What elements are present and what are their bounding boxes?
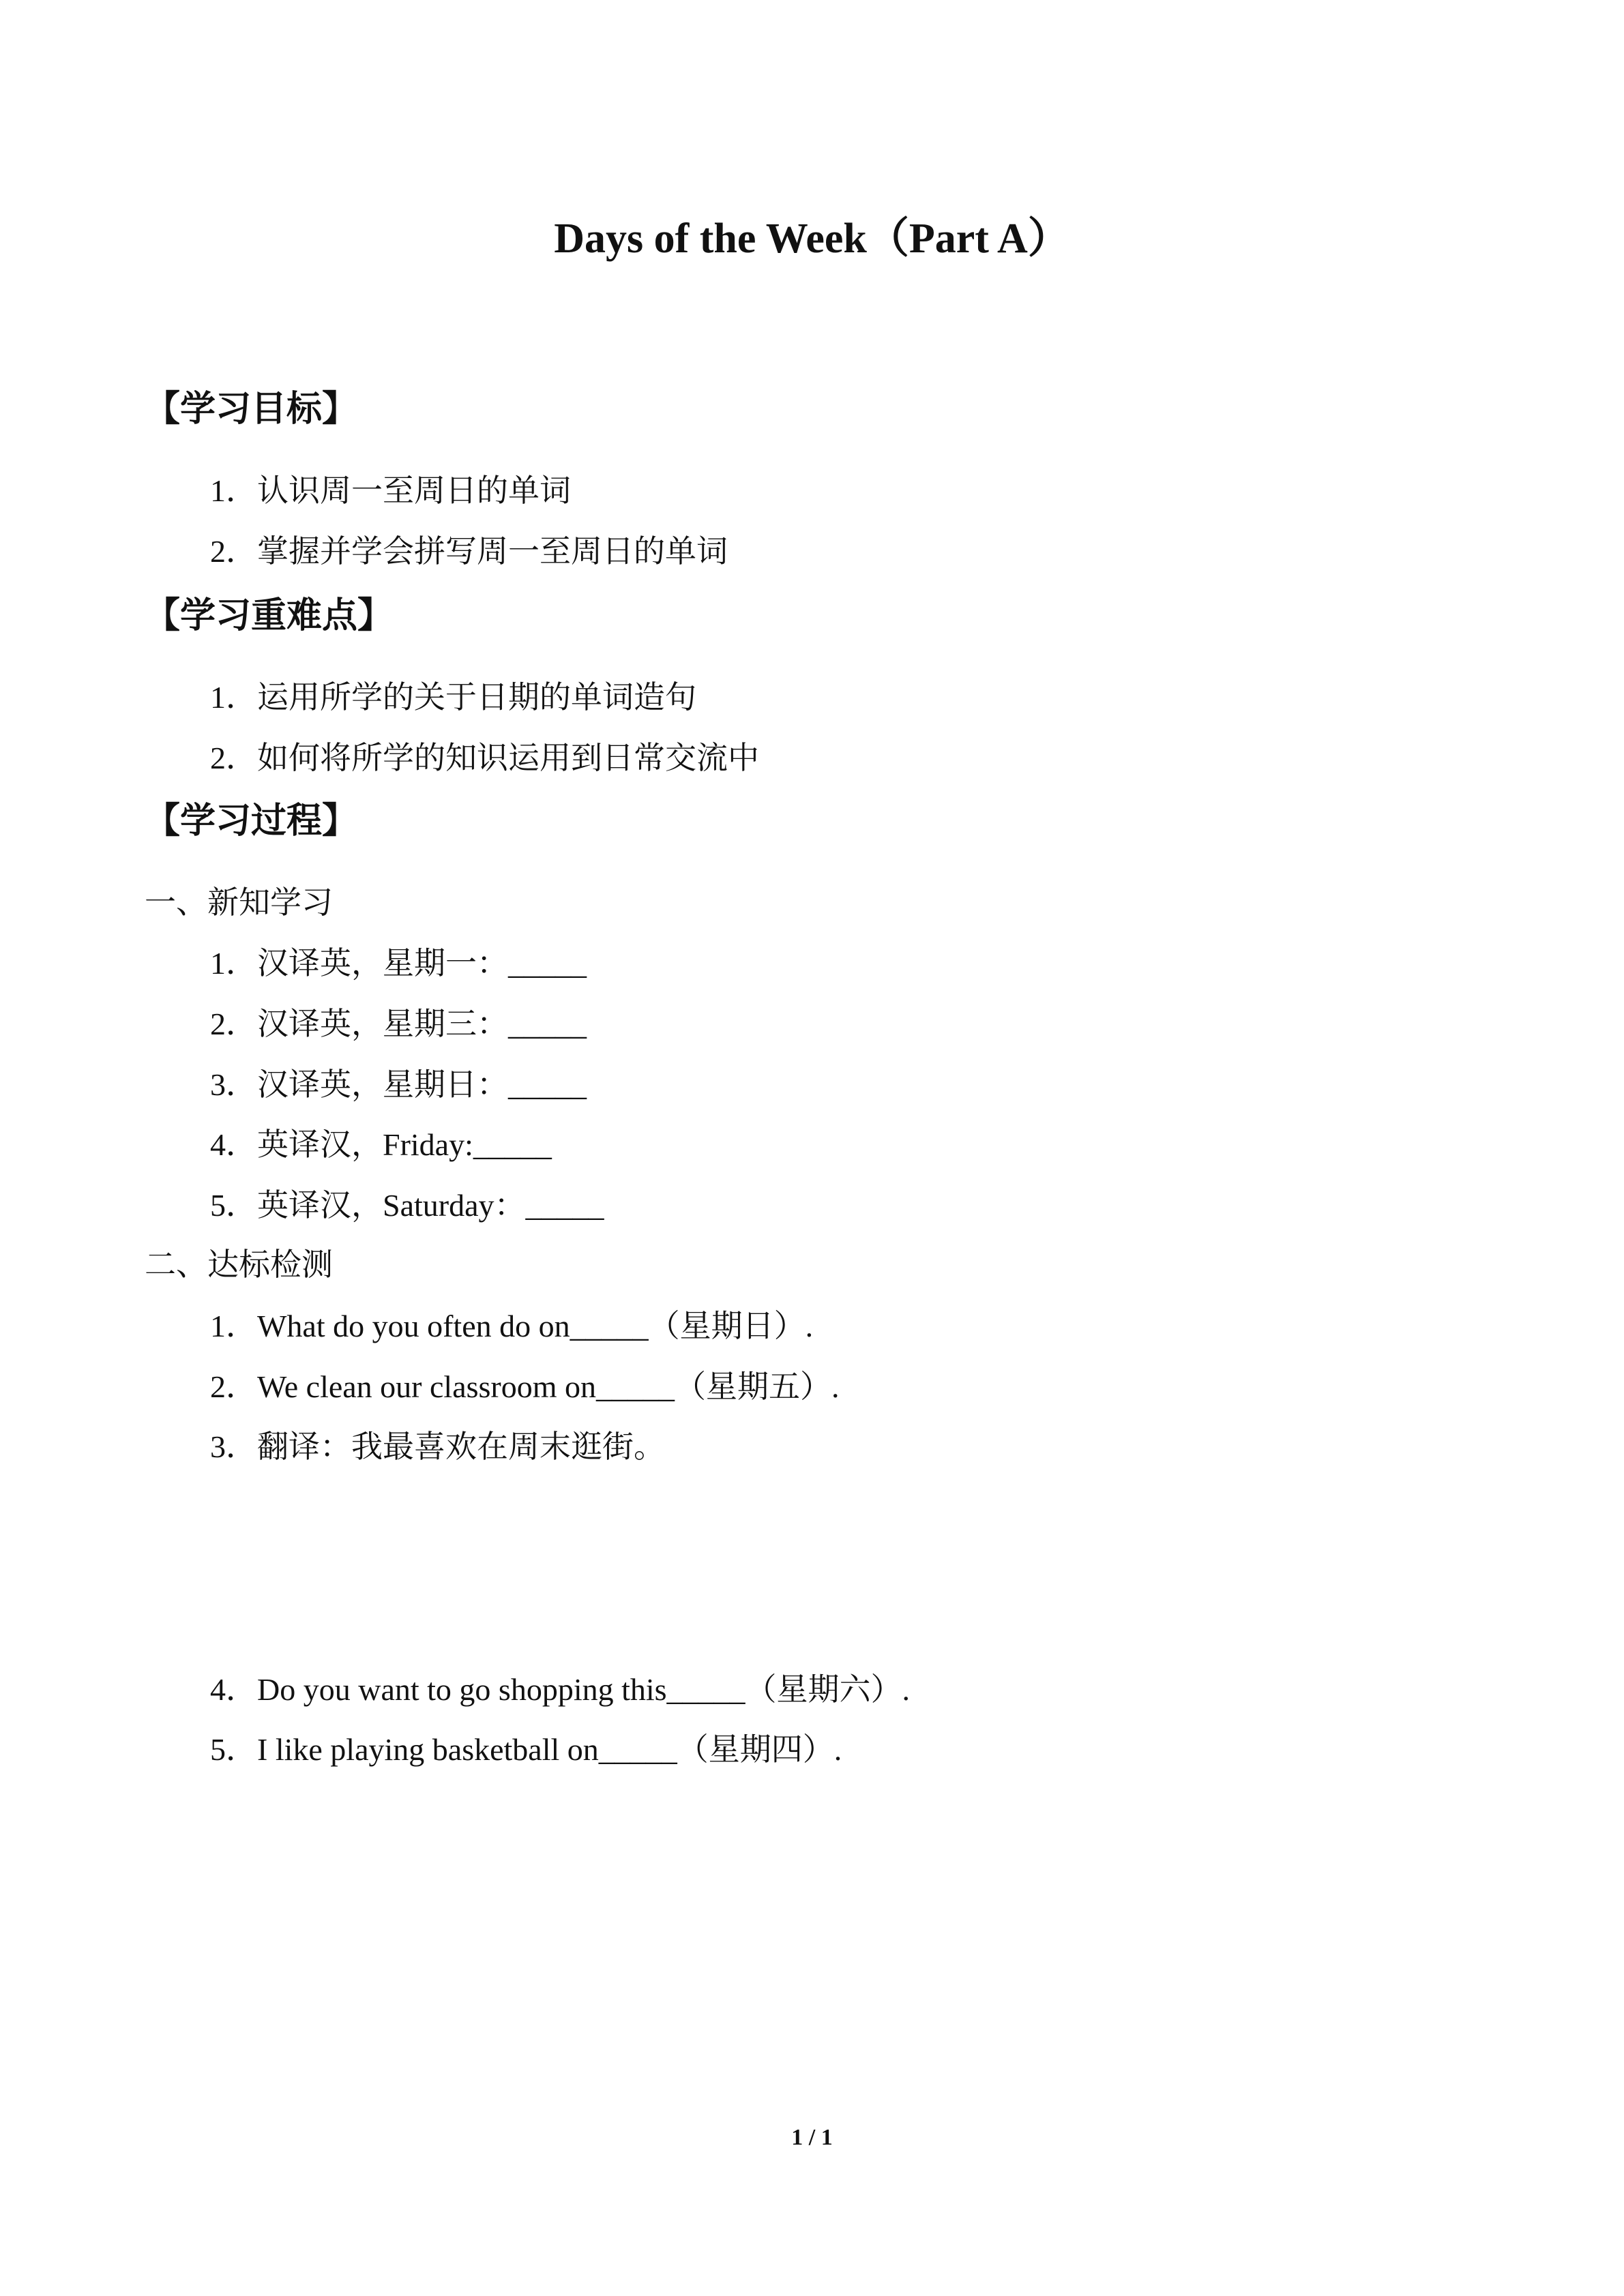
assessment-item-2	[210, 1365, 840, 1410]
item-text: 英译汉，Friday:_____	[257, 1127, 552, 1162]
item-number: 4．	[210, 1672, 257, 1707]
item-number: 1．	[210, 680, 257, 715]
item-number: 5．	[210, 1188, 257, 1223]
item-text: What do you often do on_____（星期日）.	[257, 1309, 814, 1343]
item-number: 2．	[210, 534, 257, 569]
item-number: 5．	[210, 1732, 257, 1767]
item-text: 翻译：我最喜欢在周末逛街。	[257, 1429, 665, 1464]
item-number: 2．	[210, 741, 257, 775]
objective-item-2	[210, 529, 728, 574]
item-text: I like playing basketball on_____（星期四）.	[257, 1732, 842, 1767]
objectives-heading: 【学习目标】	[145, 390, 358, 429]
assessment-item-5	[210, 1727, 842, 1772]
assessment-heading: 二、达标检测	[145, 1247, 333, 1282]
item-text: 汉译英，星期日：_____	[257, 1067, 587, 1102]
item-number: 3．	[210, 1429, 257, 1464]
new-knowledge-item-1	[210, 941, 587, 986]
item-number: 1．	[210, 473, 257, 508]
assessment-item-1	[210, 1304, 813, 1349]
key-point-item-1	[210, 675, 696, 720]
item-text: 运用所学的关于日期的单词造句	[257, 680, 696, 715]
page-number: 1 / 1	[791, 2125, 833, 2150]
new-knowledge-item-2	[210, 1002, 587, 1047]
assessment-item-3	[210, 1425, 665, 1470]
document-title: Days of the Week（Part A）	[554, 215, 1070, 262]
item-text: 汉译英，星期三：_____	[257, 1007, 587, 1041]
item-text: Do you want to go shopping this_____（星期六）.	[257, 1672, 911, 1707]
assessment-item-4	[210, 1667, 910, 1712]
new-knowledge-item-5	[210, 1183, 604, 1228]
item-number: 2．	[210, 1369, 257, 1404]
item-text: 如何将所学的知识运用到日常交流中	[257, 741, 759, 775]
item-number: 2．	[210, 1007, 257, 1041]
new-knowledge-item-4	[210, 1122, 552, 1167]
item-number: 1．	[210, 1309, 257, 1343]
item-text: 掌握并学会拼写周一至周日的单词	[257, 534, 728, 569]
item-text: 英译汉，Saturday：_____	[257, 1188, 604, 1223]
key-point-item-2	[210, 736, 759, 781]
item-text: 汉译英，星期一：_____	[257, 946, 587, 981]
item-number: 1．	[210, 946, 257, 981]
new-knowledge-heading: 一、新知学习	[145, 885, 333, 920]
process-heading: 【学习过程】	[145, 802, 358, 841]
new-knowledge-item-3	[210, 1062, 587, 1107]
key-points-heading: 【学习重难点】	[145, 597, 394, 636]
item-text: 认识周一至周日的单词	[257, 473, 571, 508]
item-text: We clean our classroom on_____（星期五）.	[257, 1369, 840, 1404]
item-number: 4．	[210, 1127, 257, 1162]
item-number: 3．	[210, 1067, 257, 1102]
objective-item-1	[210, 468, 571, 513]
